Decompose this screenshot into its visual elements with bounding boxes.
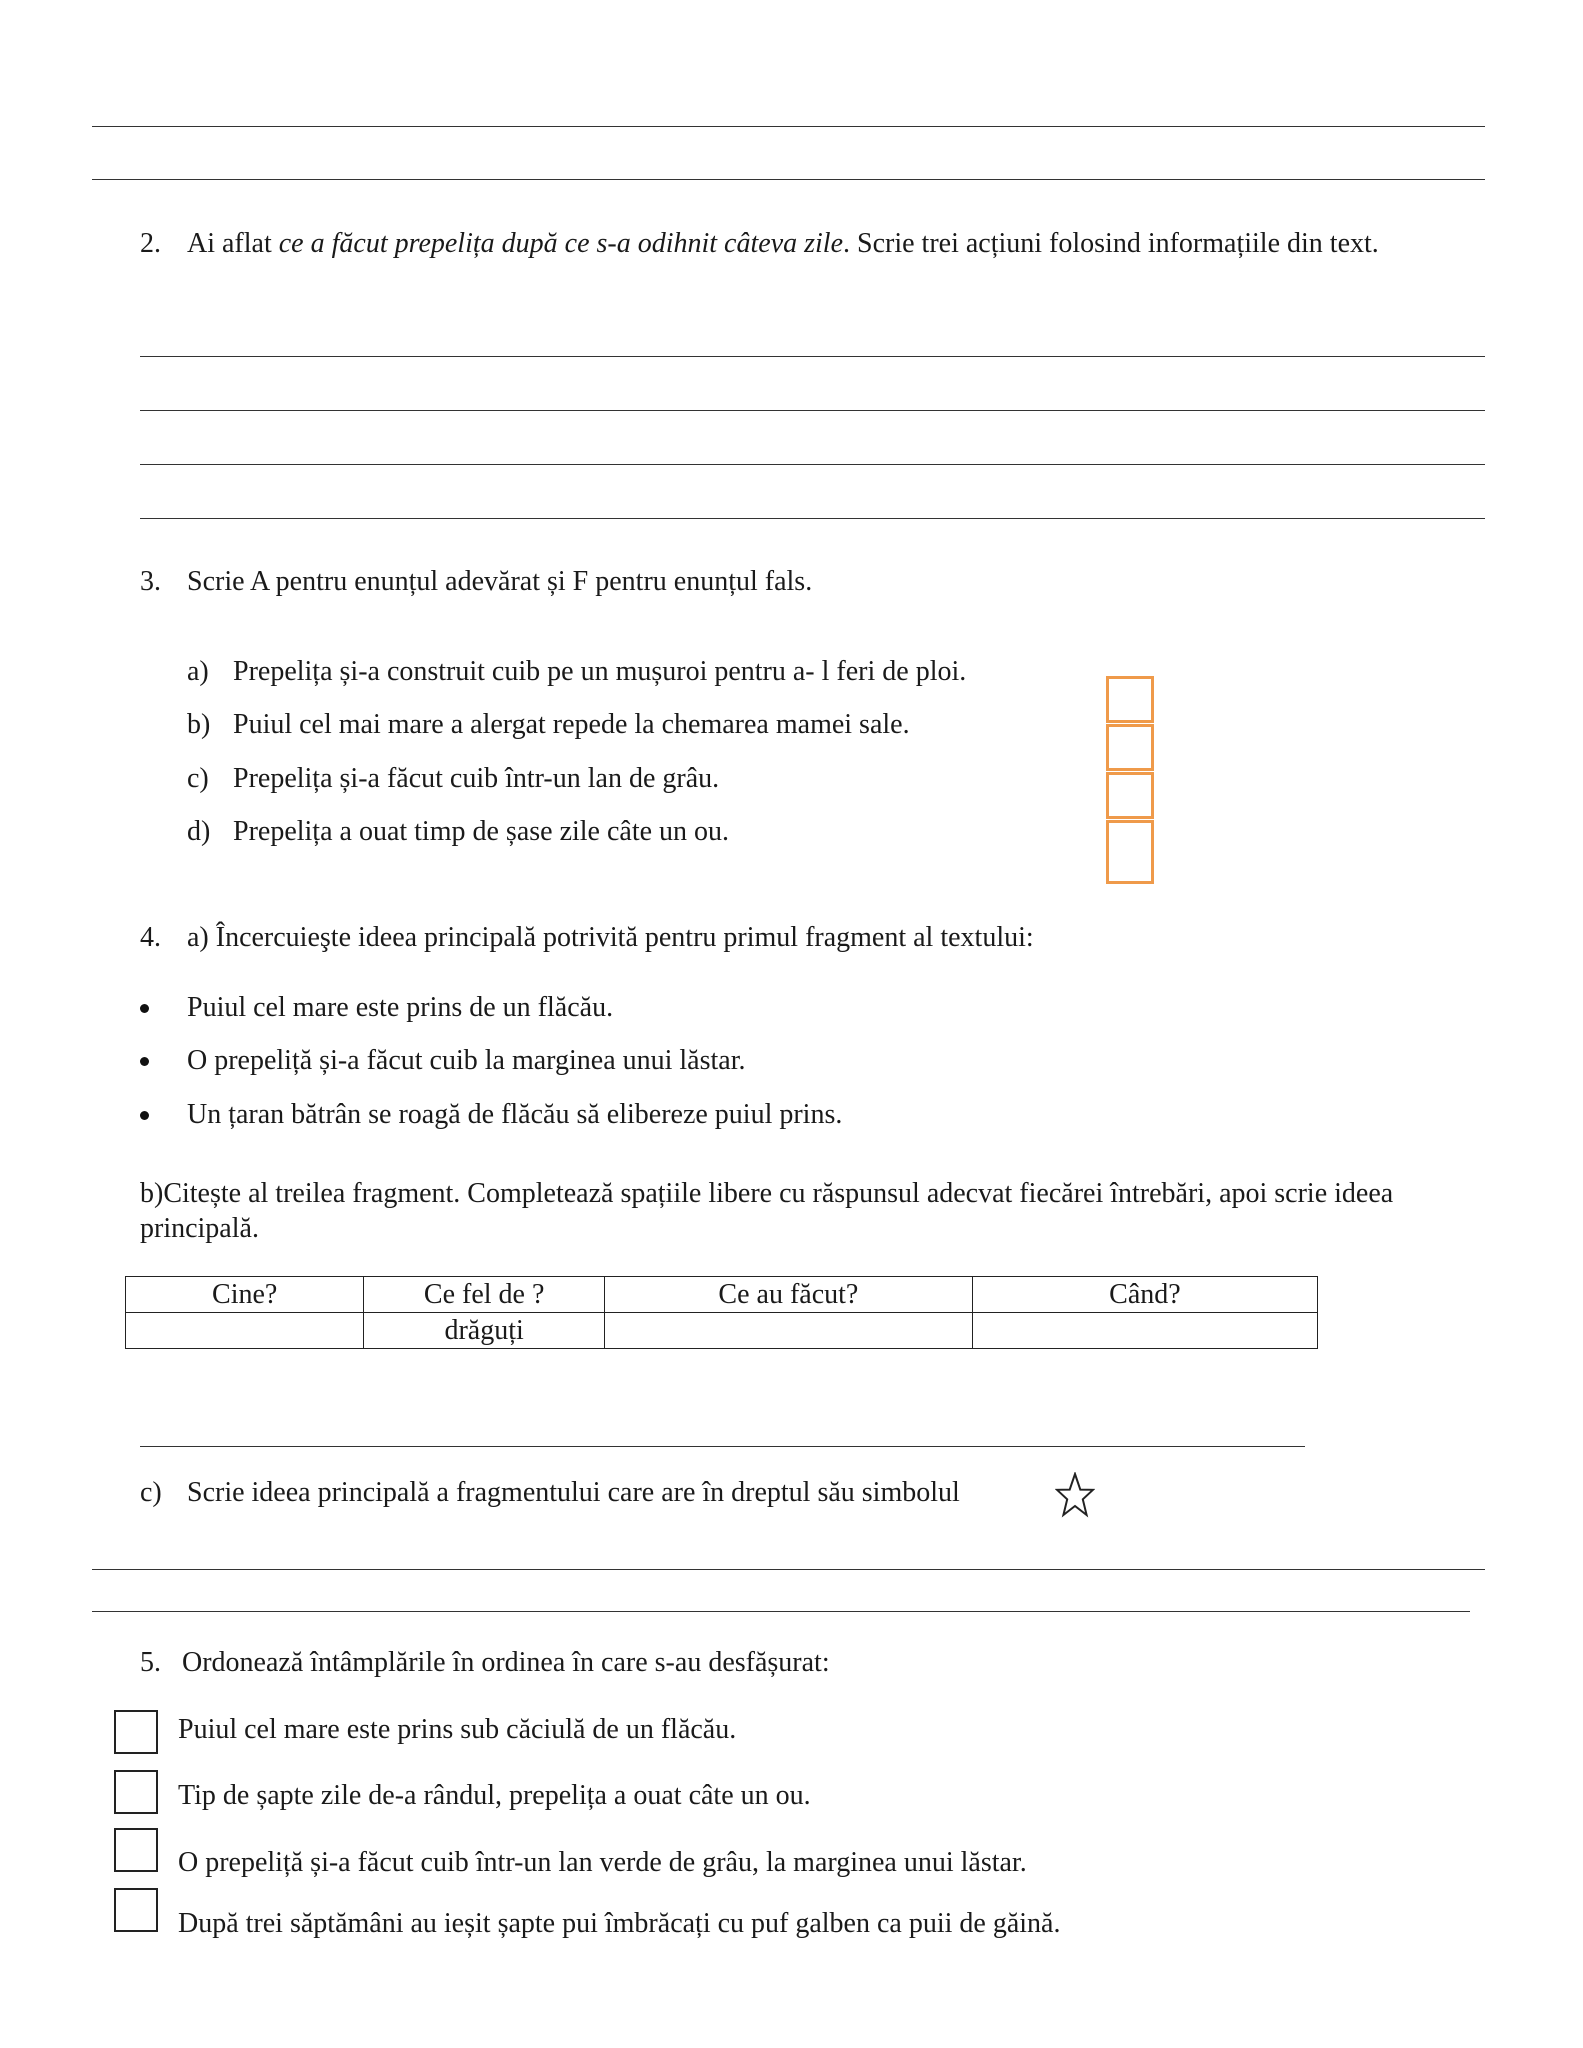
- table-header: Ce au făcut?: [604, 1277, 972, 1313]
- q4-part-c: Scrie ideea principală a fragmentului care are în dreptul său simbolul: [187, 1477, 960, 1508]
- q4-part-b: b)Citește al treilea fragment. Completează spațiile libere cu răspunsul adecvat fiecărei întrebări, apoi scrie ideea principală.: [140, 1178, 1394, 1244]
- q2-text-start: Ai aflat: [187, 228, 279, 259]
- bullet-icon: [140, 1004, 149, 1013]
- order-box[interactable]: [114, 1710, 158, 1754]
- answer-box[interactable]: [1106, 820, 1154, 884]
- q4-part-c-letter: c): [140, 1477, 162, 1508]
- table-cell: drăguți: [364, 1313, 604, 1349]
- q4-number: 4.: [140, 922, 161, 953]
- q3-number: 3.: [140, 566, 161, 597]
- answer-line[interactable]: [140, 464, 1485, 465]
- q2-number: 2.: [140, 228, 161, 259]
- table-cell[interactable]: [604, 1313, 972, 1349]
- q3-item-text: Puiul cel mai mare a alergat repede la chemarea mamei sale.: [233, 709, 910, 740]
- table-row: [126, 1313, 1318, 1349]
- q2-text-italic: ce a făcut prepelița după ce s-a odihnit câteva zile: [278, 228, 844, 259]
- q5-instruction: Ordonează întâmplările în ordinea în care s-au desfășurat:: [182, 1647, 830, 1678]
- answer-line[interactable]: [140, 356, 1485, 357]
- answer-line[interactable]: [92, 1569, 1485, 1570]
- table-cell[interactable]: [972, 1313, 1317, 1349]
- bullet-icon: [140, 1111, 149, 1120]
- bullet-icon: [140, 1057, 149, 1066]
- order-box[interactable]: [114, 1770, 158, 1814]
- q3-item-letter: c): [187, 763, 209, 794]
- q5-item: Puiul cel mare este prins sub căciulă de un flăcău.: [178, 1714, 737, 1745]
- q4-part-a: a) Încercuieşte ideea principală potrivită pentru primul fragment al textului:: [187, 922, 1034, 953]
- answer-box[interactable]: [1106, 676, 1154, 723]
- table-header-row: [126, 1277, 1318, 1313]
- q4-option[interactable]: Un țaran bătrân se roagă de flăcău să elibereze puiul prins.: [187, 1099, 843, 1130]
- answer-table: [125, 1276, 1318, 1349]
- q3-item-text: Prepelița și-a făcut cuib într-un lan de grâu.: [233, 763, 720, 794]
- q3-item-text: Prepelița a ouat timp de șase zile câte un ou.: [233, 816, 730, 847]
- star-icon: [1055, 1472, 1095, 1518]
- table-header: Cine?: [126, 1277, 364, 1313]
- q2-text: [187, 226, 1477, 262]
- answer-line[interactable]: [140, 410, 1485, 411]
- q3-item-letter: b): [187, 709, 211, 740]
- q4-option[interactable]: Puiul cel mare este prins de un flăcău.: [187, 992, 614, 1023]
- answer-line[interactable]: [140, 1446, 1305, 1447]
- answer-line[interactable]: [92, 126, 1485, 127]
- q5-item: După trei săptămâni au ieșit șapte pui îmbrăcați cu puf galben ca puii de găină.: [178, 1908, 1061, 1939]
- table-cell[interactable]: [126, 1313, 364, 1349]
- q5-item: Tip de șapte zile de-a rândul, prepelița a ouat câte un ou.: [178, 1780, 811, 1811]
- table-header: Când?: [972, 1277, 1317, 1313]
- q3-item-text: Prepelița și-a construit cuib pe un mușuroi pentru a- l feri de ploi.: [233, 656, 967, 687]
- answer-line[interactable]: [92, 179, 1485, 180]
- answer-line[interactable]: [92, 1611, 1470, 1612]
- answer-box[interactable]: [1106, 724, 1154, 771]
- q5-item: O prepeliță și-a făcut cuib într-un lan verde de grâu, la marginea unui lăstar.: [178, 1847, 1027, 1878]
- q3-instruction: Scrie A pentru enunțul adevărat și F pentru enunțul fals.: [187, 566, 813, 597]
- table-header: Ce fel de ?: [364, 1277, 604, 1313]
- order-box[interactable]: [114, 1828, 158, 1872]
- answer-box[interactable]: [1106, 772, 1154, 819]
- order-box[interactable]: [114, 1888, 158, 1932]
- q4-option[interactable]: O prepeliță și-a făcut cuib la marginea unui lăstar.: [187, 1045, 746, 1076]
- q3-item-letter: d): [187, 816, 211, 847]
- q2-text-end: . Scrie trei acțiuni folosind informațiile din text.: [843, 228, 1379, 259]
- answer-line[interactable]: [140, 518, 1485, 519]
- q3-item-letter: a): [187, 656, 209, 687]
- q5-number: 5.: [140, 1647, 161, 1678]
